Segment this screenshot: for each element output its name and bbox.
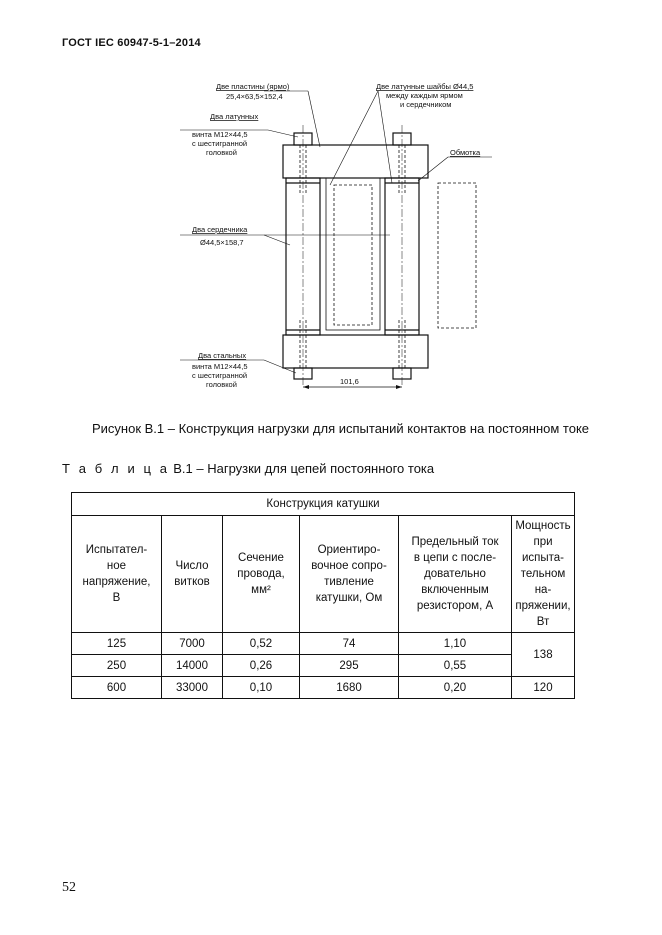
cell-voltage: 125	[72, 633, 162, 655]
winding-left	[334, 185, 372, 325]
label-steel-screws-2: винта M12×44,5	[192, 362, 248, 371]
label-brass-screws-2: винта M12×44,5	[192, 130, 248, 139]
label-steel-screws-3: с шестигранной	[192, 371, 248, 380]
cell-resistance: 1680	[300, 677, 399, 699]
label-washers: Две латунные шайбы Ø44,5	[376, 82, 474, 91]
label-plates: Две пластины (ярмо)	[216, 82, 290, 91]
figure-caption: Рисунок B.1 – Конструкция нагрузки для испытаний контактов на постоянном токе	[92, 421, 590, 436]
dc-loads-table	[71, 492, 575, 699]
cell-current: 0,55	[399, 655, 512, 677]
bottom-yoke-plate	[283, 335, 428, 368]
cell-turns: 14000	[162, 655, 223, 677]
col-header-resistance: Ориентиро- вочное сопро- тивление катушки, Ом	[300, 516, 399, 633]
document-header: ГОСТ IEC 60947-5-1–2014	[62, 37, 201, 49]
label-cores-2: Ø44,5×158,7	[200, 238, 244, 247]
col-header-turns: Число витков	[162, 516, 223, 633]
cell-turns: 7000	[162, 633, 223, 655]
cell-power: 120	[512, 677, 575, 699]
table-title-rest: B.1 – Нагрузки для цепей постоянного тока	[169, 461, 435, 476]
col-header-wire-section: Сечение провода, мм²	[223, 516, 300, 633]
label-plates-size: 25,4×63,5×152,4	[226, 92, 283, 101]
table-row	[72, 633, 575, 655]
col-header-test-voltage: Испытател- ное напряжение, В	[72, 516, 162, 633]
col-header-power: Мощность при испыта- тельном на- пряжении, Вт	[512, 516, 575, 633]
cell-turns: 33000	[162, 677, 223, 699]
cell-voltage: 600	[72, 677, 162, 699]
cell-resistance: 74	[300, 633, 399, 655]
label-cores-1: Два сердечника	[192, 225, 248, 234]
top-yoke-plate	[283, 145, 428, 178]
label-dimension: 101,6	[340, 377, 359, 386]
page-number: 52	[62, 880, 76, 895]
label-steel-screws-1: Два стальных	[198, 351, 247, 360]
label-brass-screws-3: с шестигранной	[192, 139, 248, 148]
cell-current: 0,20	[399, 677, 512, 699]
table-title-prefix: Т а б л и ц а	[62, 461, 170, 476]
cell-resistance: 295	[300, 655, 399, 677]
table-row	[72, 677, 575, 699]
label-washers-3: и сердечником	[400, 100, 452, 109]
table-row	[72, 655, 575, 677]
coil-construction-drawing	[180, 75, 540, 395]
label-winding: Обмотка	[450, 148, 481, 157]
cell-section: 0,52	[223, 633, 300, 655]
label-brass-screws-4: головкой	[206, 148, 237, 157]
winding-right	[438, 183, 476, 328]
label-brass-screws-1: Два латунных	[210, 112, 259, 121]
label-steel-screws-4: головкой	[206, 380, 237, 389]
figure-b1-drawing	[180, 75, 540, 395]
col-header-limit-current: Предельный ток в цепи с после- довательно включенным резистором, А	[399, 516, 512, 633]
cell-section: 0,26	[223, 655, 300, 677]
cell-power-merged: 138	[512, 633, 575, 677]
cell-section: 0,10	[223, 677, 300, 699]
label-washers-2: между каждым ярмом	[386, 91, 463, 100]
cell-voltage: 250	[72, 655, 162, 677]
cell-current: 1,10	[399, 633, 512, 655]
table-group-header: Конструкция катушки	[72, 493, 575, 516]
table-title	[62, 461, 434, 476]
